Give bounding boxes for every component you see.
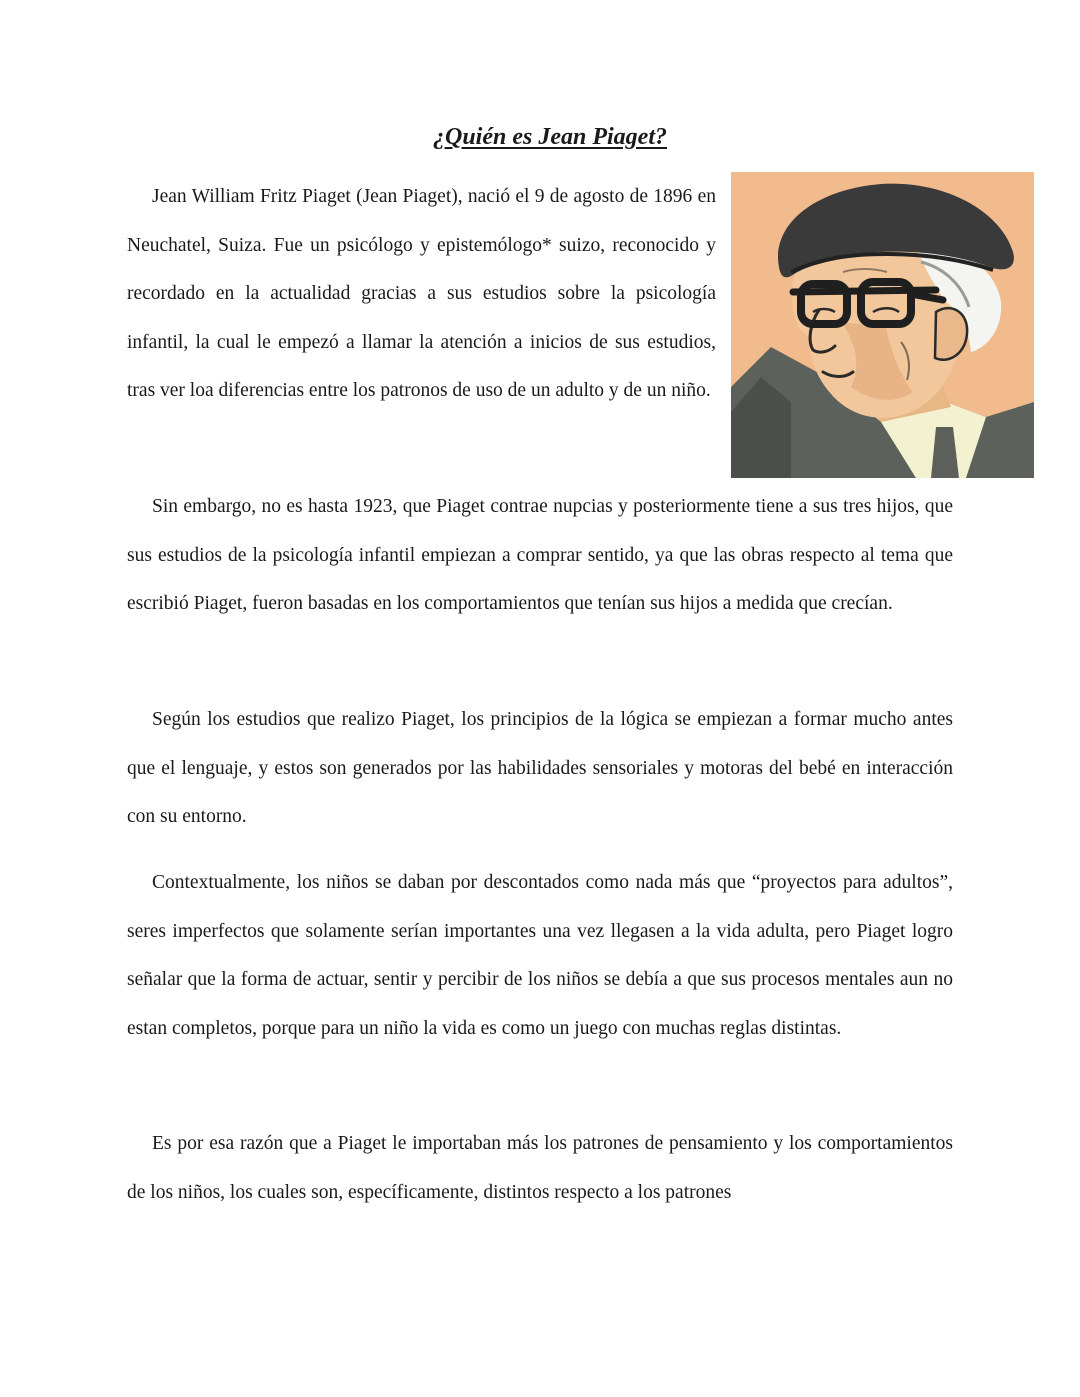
paragraph-2: Sin embargo, no es hasta 1923, que Piaget contrae nupcias y posteriormente tiene a sus tres hijos, que sus estudios de la psicología infantil empiezan a comprar sentido, ya que las obras respecto al tema que escribió Piaget, fueron basadas en los comportamientos que tenían sus hijos a medida que crecían.: [127, 496, 953, 615]
paragraph-3: Según los estudios que realizo Piaget, los principios de la lógica se empiezan a formar mucho antes que el lenguaje, y estos son generados por las habilidades sensoriales y motoras del bebé en interacción con su entorno.: [127, 709, 953, 828]
document-title: ¿Quién es Jean Piaget?: [433, 124, 667, 150]
paragraph-1: Jean William Fritz Piaget (Jean Piaget), nació el 9 de agosto de 1896 en Neuchatel, Suiza. Fue un psicólogo y epistemólogo* suizo, reconocido y recordado en la actualidad gracias a sus estudios sobre la psicología infantil, la cual le empezó a llamar la atención a inicios de sus estudios, tras ver loa diferencias entre los patronos de uso de un adulto y de un niño.: [127, 186, 716, 402]
portrait-image: [731, 172, 1034, 478]
paragraph-5: Es por esa razón que a Piaget le importaban más los patrones de pensamiento y los comportamientos de los niños, los cuales son, específicamente, distintos respecto a los patrones: [127, 1133, 953, 1203]
paragraph-4: Contextualmente, los niños se daban por descontados como nada más que “proyectos para adultos”, seres imperfectos que solamente serían importantes una vez llegasen a la vida adulta, pero Piaget logro señalar que la forma de actuar, sentir y percibir de los niños se debía a que sus procesos mentales aun no estan completos, porque para un niño la vida es como un juego con muchas reglas distintas.: [127, 872, 953, 1039]
jean-piaget-portrait-icon: [731, 172, 1034, 478]
